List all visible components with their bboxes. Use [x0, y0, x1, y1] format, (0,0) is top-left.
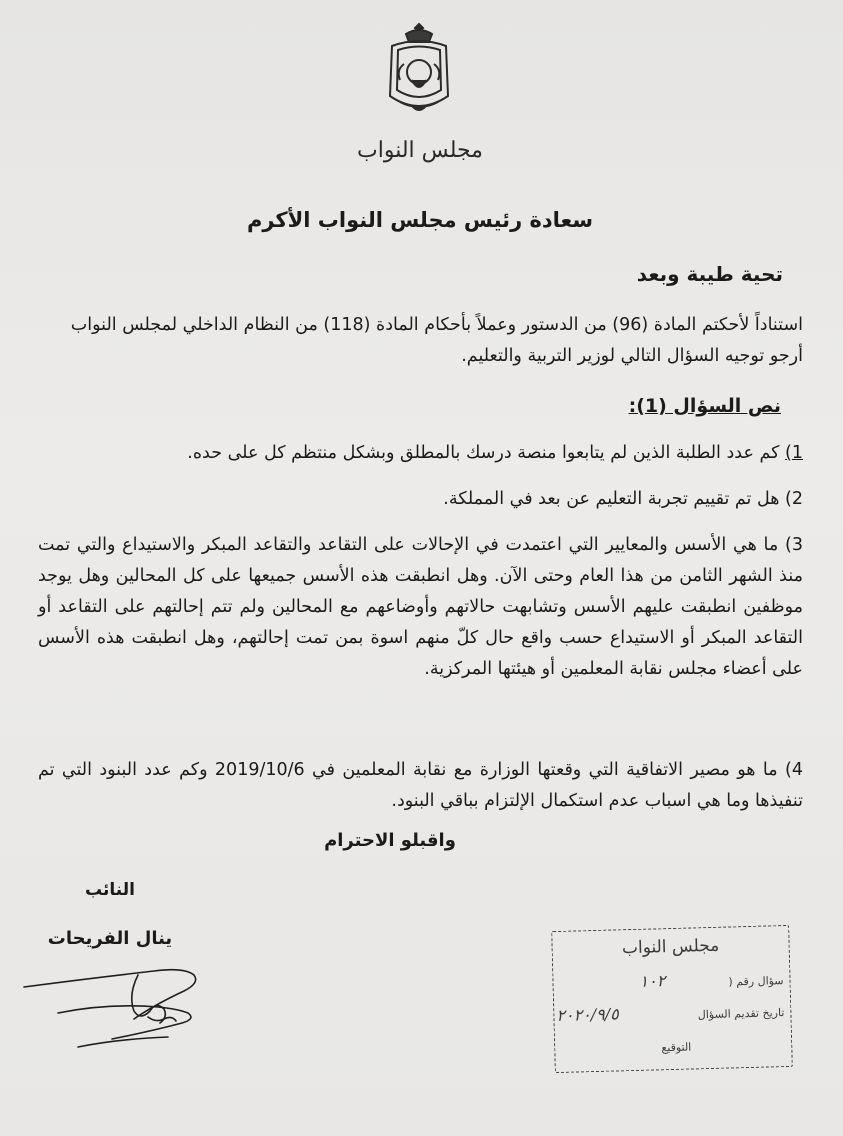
- question-number: 1): [785, 443, 803, 463]
- stamp-question-no-value: ١٠٢: [639, 971, 666, 991]
- signatory-title: النائب: [85, 880, 135, 900]
- question-heading: نص السؤال (1):: [628, 395, 781, 417]
- question-item: [38, 438, 803, 469]
- question-item: [38, 484, 803, 515]
- question-item: [38, 755, 803, 817]
- stamp-question-no-label: سؤال رقم (: [728, 974, 784, 989]
- addressee: سعادة رئيس مجلس النواب الأكرم: [246, 208, 594, 232]
- stamp-date-value: ٢٠٢٠/٩/٥: [556, 1004, 619, 1026]
- question-number: 4): [785, 760, 803, 780]
- signatory-name: ينال الفريحات: [47, 928, 173, 949]
- handwritten-signature: [18, 955, 208, 1065]
- question-item: [38, 530, 803, 685]
- question-text: هل تم تقييم تجربة التعليم عن بعد في المملكة.: [443, 489, 780, 509]
- institution-logo-text: مجلس النواب: [357, 138, 483, 163]
- question-text: كم عدد الطلبة الذين لم يتابعوا منصة درسك بالمطلق وبشكل منتظم كل على حده.: [187, 443, 780, 463]
- question-text: ما هي الأسس والمعايير التي اعتمدت في الإحالات على التقاعد والتقاعد المبكر والاستيداع والتي تمت منذ الشهر الثامن من هذا العام وحتى الآن. وهل انطبقت هذه الأسس جميعها على كل المحالين وهل يوجد موظفين انطبقت عليهم الأسس وتشابهت حالاتهم وأوضاعهم مع المحالين ولم تتم إحالتهم على التقاعد أو التقاعد المبكر أو الاستيداع حسب واقع حال كلّ منهم اسوة بمن تمت إحالتهم، وهل انطبقت هذه الأسس على أعضاء مجلس نقابة المعلمين أو هيئتها المركزية.: [38, 535, 803, 679]
- greeting: تحية طيبة وبعد: [636, 262, 783, 286]
- question-number: 3): [785, 535, 803, 555]
- stamp-signature-label: التوقيع: [661, 1040, 692, 1055]
- closing-line: واقبلو الاحترام: [324, 830, 456, 851]
- intro-paragraph: استناداً لأحكتم المادة (96) من الدستور وعملاً بأحكام المادة (118) من النظام الداخلي لمجلس النواب أرجو توجيه السؤال التالي لوزير التربية والتعليم.: [70, 315, 803, 366]
- question-number: 2): [785, 489, 803, 509]
- jordan-coat-of-arms-icon: [382, 20, 456, 120]
- stamp-date-label: تاريخ تقديم السؤال: [697, 1006, 785, 1022]
- question-text: ما هو مصير الاتفاقية التي وقعتها الوزارة مع نقابة المعلمين في 2019/10/6 وكم عدد البنود التي تم تنفيذها وما هي اسباب عدم استكمال الإلتزام بباقي البنود.: [38, 760, 803, 811]
- stamp-title: مجلس النواب: [621, 935, 720, 959]
- receipt-stamp: [551, 925, 793, 1073]
